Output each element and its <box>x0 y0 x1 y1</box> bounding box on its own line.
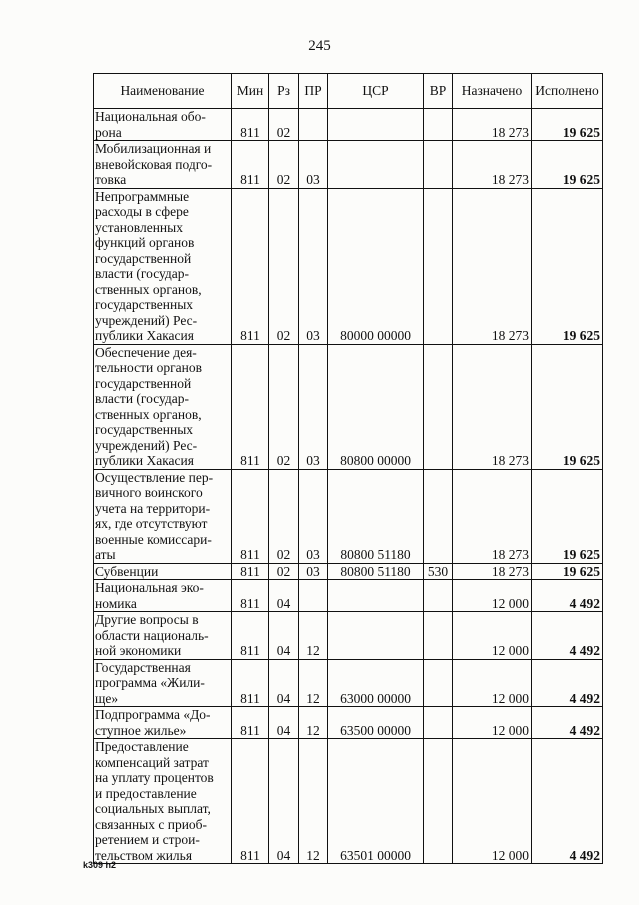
cell-rz: 02 <box>269 188 299 344</box>
cell-name: Мобилизационная и вневойсковая подго- товка <box>94 141 232 189</box>
cell-rz: 04 <box>269 739 299 864</box>
header-vr: ВР <box>424 74 453 109</box>
cell-csr: 80800 51180 <box>328 563 424 580</box>
table-row <box>94 141 603 189</box>
cell-executed: 4 492 <box>532 707 603 739</box>
cell-min: 811 <box>232 659 269 707</box>
cell-rz: 04 <box>269 659 299 707</box>
cell-executed: 19 625 <box>532 141 603 189</box>
cell-min: 811 <box>232 612 269 660</box>
table-row <box>94 563 603 580</box>
cell-csr <box>328 580 424 612</box>
cell-name: Национальная эко- номика <box>94 580 232 612</box>
cell-assigned: 18 273 <box>453 563 532 580</box>
table-row <box>94 344 603 469</box>
cell-min: 811 <box>232 563 269 580</box>
cell-min: 811 <box>232 580 269 612</box>
cell-name: Национальная обо- рона <box>94 109 232 141</box>
cell-name: Предоставление компенсаций затрат на уплату процентов и предоставление социальных выплат, связанных с приоб- ретением и строи- тельством жилья <box>94 739 232 864</box>
cell-executed: 19 625 <box>532 469 603 563</box>
table-row <box>94 659 603 707</box>
cell-pr: 12 <box>299 739 328 864</box>
cell-pr: 03 <box>299 188 328 344</box>
cell-rz: 04 <box>269 612 299 660</box>
cell-pr: 12 <box>299 659 328 707</box>
cell-name: Осуществление пер- вичного воинского учета на территори- ях, где отсутствуют военные комиссари- аты <box>94 469 232 563</box>
cell-rz: 02 <box>269 141 299 189</box>
cell-min: 811 <box>232 707 269 739</box>
header-executed: Исполнено <box>532 74 603 109</box>
cell-vr: 530 <box>424 563 453 580</box>
cell-vr <box>424 707 453 739</box>
cell-assigned: 12 000 <box>453 707 532 739</box>
cell-rz: 02 <box>269 563 299 580</box>
cell-min: 811 <box>232 469 269 563</box>
cell-vr <box>424 109 453 141</box>
table-row <box>94 109 603 141</box>
cell-pr: 03 <box>299 563 328 580</box>
cell-min: 811 <box>232 739 269 864</box>
header-assigned: Назначено <box>453 74 532 109</box>
cell-name: Обеспечение дея- тельности органов государственной власти (государ- ственных органов, государственных учреждений) Рес- публики Хакасия <box>94 344 232 469</box>
cell-name: Субвенции <box>94 563 232 580</box>
table-row <box>94 469 603 563</box>
cell-csr: 80800 00000 <box>328 344 424 469</box>
cell-min: 811 <box>232 344 269 469</box>
cell-csr: 63501 00000 <box>328 739 424 864</box>
table-row <box>94 739 603 864</box>
header-csr: ЦСР <box>328 74 424 109</box>
table-row <box>94 612 603 660</box>
cell-assigned: 12 000 <box>453 659 532 707</box>
header-row <box>94 74 603 109</box>
header-name: Наименование <box>94 74 232 109</box>
cell-pr: 03 <box>299 469 328 563</box>
cell-rz: 02 <box>269 109 299 141</box>
cell-vr <box>424 739 453 864</box>
cell-name: Непрограммные расходы в сфере установленных функций органов государственной власти (государ- ственных органов, государственных учреждений) Рес- публики Хакасия <box>94 188 232 344</box>
cell-executed: 19 625 <box>532 563 603 580</box>
cell-csr <box>328 612 424 660</box>
page-number: 245 <box>308 38 331 54</box>
cell-executed: 19 625 <box>532 188 603 344</box>
cell-assigned: 12 000 <box>453 580 532 612</box>
cell-rz: 02 <box>269 344 299 469</box>
header-min: Мин <box>232 74 269 109</box>
cell-csr: 80800 51180 <box>328 469 424 563</box>
cell-name: Подпрограмма «До- ступное жилье» <box>94 707 232 739</box>
cell-csr: 80000 00000 <box>328 188 424 344</box>
cell-name: Государственная программа «Жили- ще» <box>94 659 232 707</box>
cell-rz: 02 <box>269 469 299 563</box>
table-row <box>94 580 603 612</box>
cell-assigned: 18 273 <box>453 344 532 469</box>
cell-csr: 63500 00000 <box>328 707 424 739</box>
cell-vr <box>424 344 453 469</box>
cell-min: 811 <box>232 188 269 344</box>
cell-assigned: 18 273 <box>453 141 532 189</box>
cell-min: 811 <box>232 141 269 189</box>
table-row <box>94 707 603 739</box>
footer-code: k309 h2 <box>83 860 117 870</box>
cell-vr <box>424 141 453 189</box>
cell-assigned: 18 273 <box>453 469 532 563</box>
cell-vr <box>424 612 453 660</box>
cell-min: 811 <box>232 109 269 141</box>
cell-vr <box>424 659 453 707</box>
cell-executed: 4 492 <box>532 580 603 612</box>
cell-vr <box>424 580 453 612</box>
cell-executed: 4 492 <box>532 612 603 660</box>
cell-assigned: 12 000 <box>453 739 532 864</box>
cell-name: Другие вопросы в области националь- ной экономики <box>94 612 232 660</box>
cell-assigned: 18 273 <box>453 109 532 141</box>
cell-pr: 12 <box>299 612 328 660</box>
cell-pr <box>299 109 328 141</box>
cell-pr: 03 <box>299 141 328 189</box>
cell-csr: 63000 00000 <box>328 659 424 707</box>
cell-pr <box>299 580 328 612</box>
table-row <box>94 188 603 344</box>
cell-rz: 04 <box>269 580 299 612</box>
cell-executed: 4 492 <box>532 739 603 864</box>
header-rz: Рз <box>269 74 299 109</box>
cell-vr <box>424 469 453 563</box>
cell-pr: 12 <box>299 707 328 739</box>
cell-executed: 19 625 <box>532 109 603 141</box>
cell-pr: 03 <box>299 344 328 469</box>
cell-executed: 4 492 <box>532 659 603 707</box>
cell-executed: 19 625 <box>532 344 603 469</box>
cell-assigned: 18 273 <box>453 188 532 344</box>
cell-csr <box>328 141 424 189</box>
cell-rz: 04 <box>269 707 299 739</box>
cell-vr <box>424 188 453 344</box>
budget-table <box>93 73 603 864</box>
header-pr: ПР <box>299 74 328 109</box>
cell-csr <box>328 109 424 141</box>
cell-assigned: 12 000 <box>453 612 532 660</box>
